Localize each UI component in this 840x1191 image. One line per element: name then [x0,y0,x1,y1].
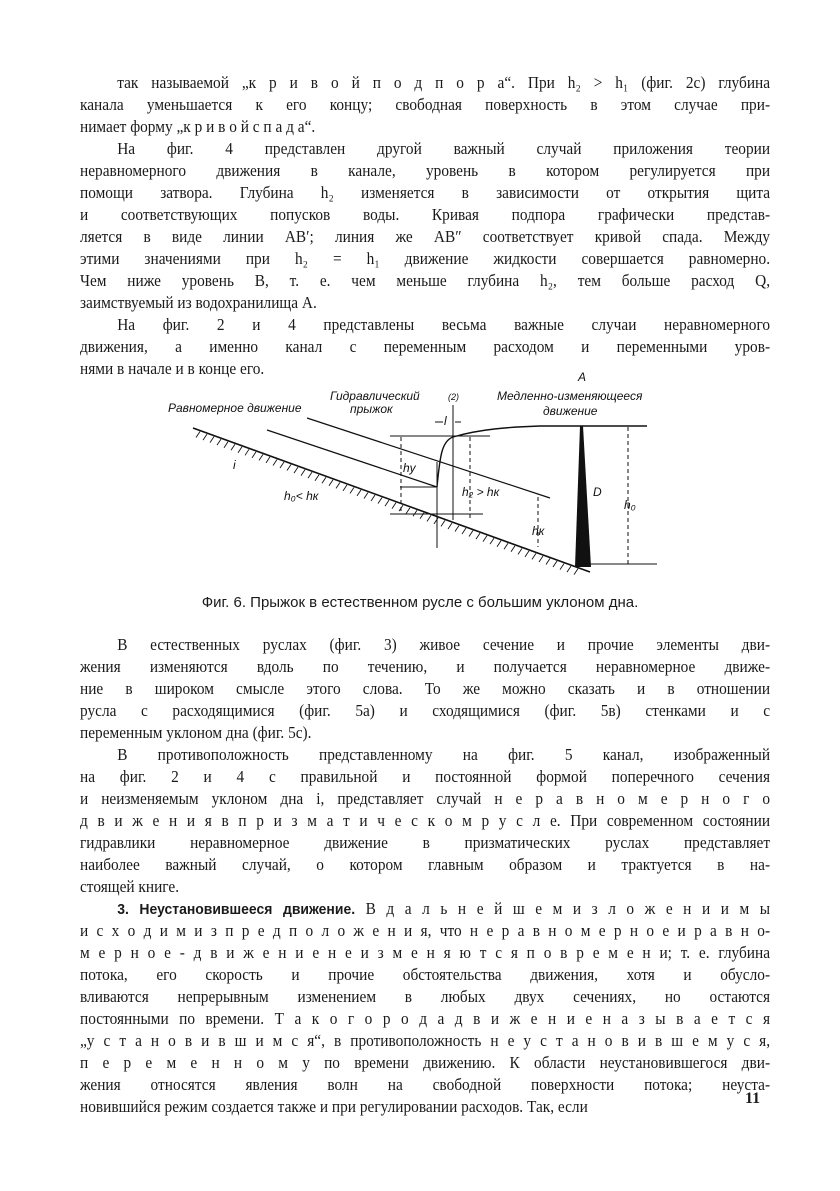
text-line: помощи затвора. Глубина h₂ изменяется в зависимости от открытия щита [80,183,771,202]
label-D: D [593,485,602,499]
bed-hatch-mark [539,556,543,562]
text-line: так называемой „к р и в о й п о д п о р а“. При h₂ > h₁ (фиг. 2c) глубина [117,73,771,92]
bed-hatch-mark [336,482,340,488]
text-line: гидравлики неравномерное движение в призматических руслах представляет [80,833,771,852]
bed-hatch-mark [392,503,396,509]
label-slow-1: Медленно-изменяющееся [497,389,643,403]
jump-surface [437,426,647,487]
text-line: этими значениями при h₂ = h₁ движение жидкости совершается равномерно. [80,249,771,268]
bed-hatch-mark [217,439,221,445]
bed-hatch-mark [462,528,466,534]
text-line: В естественных руслах (фиг. 3) живое сечение и прочие элементы дви- [117,635,771,654]
text-line: жения изменяются вдоль по течению, и получается неравномерное движе- [80,657,771,676]
bed-hatch-mark [476,533,480,539]
label-h2-gt-hk: h₂ > hк [462,485,500,499]
bed-hatch-mark [518,548,522,554]
bed-hatch-mark [364,492,368,498]
bed-hatch-mark [511,546,515,552]
text-line: В противоположность представленному на фиг. 5 канал, изображенный [117,745,771,764]
text-line: нимает форму „к р и в о й с п а д а“. [80,117,316,136]
bed-hatch-mark [322,477,326,483]
bed-hatch-mark [280,462,284,468]
bed-hatch-mark [315,475,319,481]
bed-hatch-mark [525,551,529,557]
body-text-top [80,72,770,380]
text-line: русла с расходящимися (фиг. 5a) и сходящимися (фиг. 5в) стенками и с [80,701,771,720]
text-line: ляется в виде линии AB′; линия же AB″ соответствует кривой спада. Между [80,227,771,246]
bed-hatch-mark [231,444,235,450]
text-line: наиболее важный случай, о котором главным образом и трактуется в на- [80,855,771,874]
bed-hatch-mark [266,457,270,463]
bed-hatch-mark [273,459,277,465]
text-line: и соответствующих попусков воды. Кривая подпора графически представ- [80,205,771,224]
bed-hatch-mark [210,437,214,443]
channel-bed [193,428,590,575]
bed-hatch-mark [245,449,249,455]
body-text-bottom [80,634,770,1118]
text-line: неравномерного движения в канале, уровень в котором регулируется при [80,161,771,180]
text-line: д в и ж е н и я в п р и з м а т и ч е с к о м р у с л е. При современном состоянии [80,811,771,830]
bed-hatch-mark [427,515,431,521]
text-line: канала уменьшается к его концу; свободная поверхность в этом случае при- [80,95,771,114]
figure-caption: Фиг. 6. Прыжок в естественном русле с большим уклоном дна. [201,594,639,611]
text-line [80,898,770,920]
bed-hatch-mark [490,538,494,544]
bed-hatch-mark [455,525,459,531]
bed-hatch-mark [357,490,361,496]
bed-hatch-mark [448,523,452,529]
bed-hatch-mark [560,564,564,570]
label-A: A [578,370,587,384]
text-line: п е р е м е н н о м у по времени движению. К области неустановившегося дви- [80,1053,771,1072]
bed-hatch-mark [553,561,557,567]
label-i: i [233,458,236,472]
bed-hatch-mark [378,498,382,504]
label-hy: hу [403,461,416,475]
label-section: (2) [448,392,459,402]
bed-hatch-mark [308,472,312,478]
bed-hatch-mark [294,467,298,473]
text-line: На фиг. 2 и 4 представлены весьма важные случаи неравномерного [117,315,771,334]
label-uniform-flow: Равномерное движение [168,401,302,415]
label-slow-2: движение [543,404,598,418]
text-line: заимствуемый из водохранилища A. [80,293,317,312]
uniform-flow-surface [267,430,437,487]
text-line: потока, его скорость и прочие обстоятельства движения, хотя и обусло- [80,965,771,984]
label-hk: hк [532,524,545,538]
text-line: переменным уклоном дна (фиг. 5c). [80,723,312,742]
bed-hatch-mark [504,543,508,549]
dimension-lines [390,422,657,564]
text-line: постоянными по времени. Т а к о г о р о д а д в и ж е н и е н а з ы в а е т с я [80,1009,771,1028]
bed-hatch-mark [406,508,410,514]
bed-hatch-mark [224,442,228,448]
text-line: и неизменяемым уклоном дна i, представляет случай н е р а в н о м е р н о г о [80,789,771,808]
bed-hatch-mark [574,569,578,575]
text-line: ние в широком смысле этого слова. То же можно сказать и в отношении [80,679,771,698]
bed-hatch-mark [203,434,207,440]
bed-hatch-mark [385,500,389,506]
bed-hatch-mark [483,536,487,542]
bed-hatch-mark [350,487,354,493]
figure-6-hydraulic-jump-diagram [160,365,690,585]
text-line: „у с т а н о в и в ш и м с я“, в противоположность н е у с т а н о в и в ш е м у с я, [80,1031,771,1050]
bed-hatch-mark [238,447,242,453]
text-line: движения, а именно канал с переменным расходом и переменными уров- [80,337,771,356]
bed-hatch-mark [546,558,550,564]
label-h0: h₀ [624,498,636,512]
text-line: На фиг. 4 представлен другой важный случай приложения теории [117,139,771,158]
bed-hatch-mark [413,510,417,516]
text-line: и с х о д и м и з п р е д п о л о ж е н и я, что н е р а в н о м е р н о е и р а в н о- [80,921,771,940]
text-line: новившийся режим создается также и при регулировании расходов. Так, если [80,1097,588,1116]
bed-hatch-mark [469,531,473,537]
text-line: м е р н о е - д в и ж е н и е н е и з м е н я ю т с я п о в р е м е н и; т. е. глубина [80,943,771,962]
text-line: вливаются непрерывным изменением в любых двух сечениях, но остаются [80,987,771,1006]
gate-D [575,426,591,567]
bed-hatch-mark [287,465,291,471]
bed-hatch-mark [329,480,333,486]
text-span: В д а л ь н е й ш е м и з л о ж е н и и м ы [365,899,771,918]
bed-hatch-mark [371,495,375,501]
bed-hatch-mark [532,553,536,559]
text-line: Чем ниже уровень B, т. е. чем меньше глубина h₂, тем больше расход Q, [80,271,771,290]
bed-hatch-mark [441,520,445,526]
bed-hatch-mark [196,432,200,438]
bed-hatch-mark [252,452,256,458]
bed-hatch-mark [497,541,501,547]
bed-hatch-mark [343,485,347,491]
text-line: жения относятся явления волн на свободной поверхности потока; неуста- [80,1075,771,1094]
label-jump-2: прыжок [350,402,393,416]
critical-depth-line [307,418,550,498]
section-heading: 3. Неустановившееся движение. [117,901,356,918]
text-line: стоящей книге. [80,877,180,896]
label-h0-lt-hk: h₀< hк [284,489,319,503]
label-l: l [444,414,447,428]
page-number: 11 [745,1090,761,1107]
bed-hatch-mark [567,566,571,572]
label-jump-1: Гидравлический [330,389,420,403]
text-line: нями в начале и в конце его. [80,359,265,378]
text-line: на фиг. 2 и 4 с правильной и постоянной формой поперечного сечения [80,767,771,786]
bed-hatch-mark [301,470,305,476]
bed-hatch-mark [259,454,263,460]
